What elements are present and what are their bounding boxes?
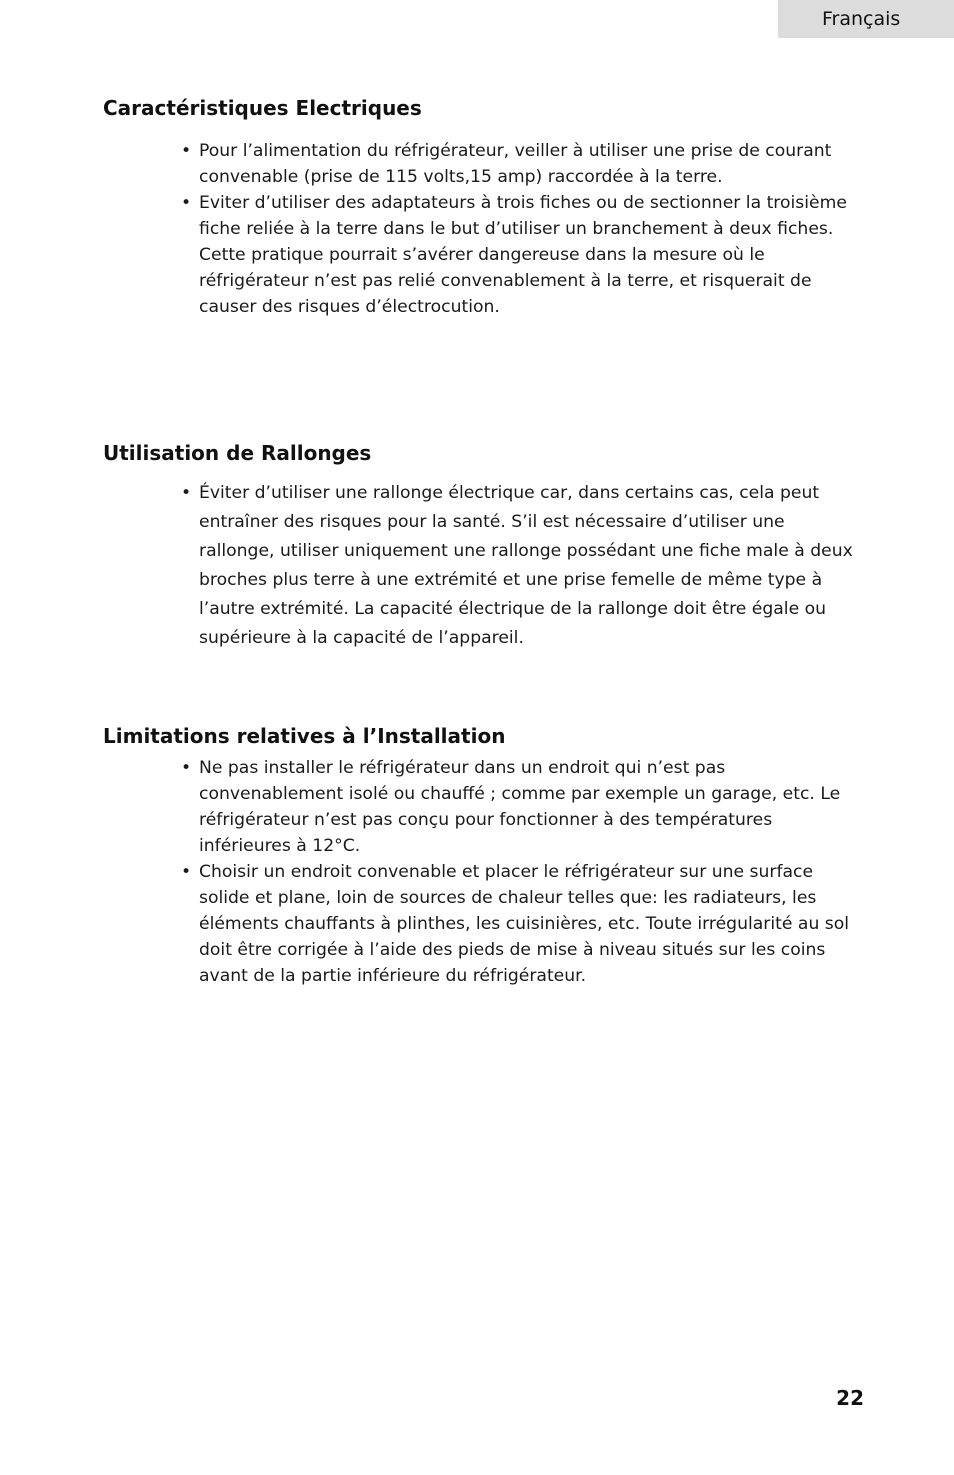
list-item-text: Pour l’alimentation du réfrigérateur, veiller à utiliser une prise de courant convenable (prise de 115 volts,15 amp) raccordée à la terre. <box>199 141 832 187</box>
section-extension-cords <box>103 441 863 653</box>
list-item <box>181 138 863 190</box>
section-title: Limitations relatives à l’Installation <box>103 724 506 748</box>
section-title: Caractéristiques Electriques <box>103 96 422 120</box>
list-item <box>181 755 863 859</box>
list-item-text: Eviter d’utiliser des adaptateurs à trois fiches ou de sectionner la troisième fiche reliée à la terre dans le but d’utiliser un branchement à deux fiches. Cette pratique pourrait s’avérer dangereuse dans la mesure où le réfrigérateur n’est pas relié convenablement à la terre, et risquerait de causer des risques d’électrocution. <box>199 193 847 317</box>
list-item <box>181 859 863 989</box>
bullet-icon: • <box>181 758 192 778</box>
section-title: Utilisation de Rallonges <box>103 441 372 465</box>
bullet-icon: • <box>181 862 192 882</box>
bullet-list <box>103 755 863 989</box>
language-label: Français <box>822 8 901 30</box>
bullet-icon: • <box>181 483 192 503</box>
list-item-text: Choisir un endroit convenable et placer le réfrigérateur sur une surface solide et plane, loin de sources de chaleur telles que: les radiateurs, les éléments chauffants à plinthes, les cuisinières, etc. Toute irrégularité au sol doit être corrigée à l’aide des pieds de mise à niveau situés sur les coins avant de la partie inférieure du réfrigérateur. <box>199 862 850 986</box>
page-number: 22 <box>836 1386 864 1410</box>
section-installation-limits <box>103 724 863 989</box>
bullet-list <box>103 138 863 320</box>
bullet-icon: • <box>181 141 192 161</box>
bullet-list <box>103 479 863 653</box>
section-electrical <box>103 96 863 320</box>
list-item <box>181 479 863 653</box>
list-item-text: Éviter d’utiliser une rallonge électrique car, dans certains cas, cela peut entraîner des risques pour la santé. S’il est nécessaire d’utiliser une rallonge, utiliser uniquement une rallonge possédant une fiche male à deux broches plus terre à une extrémité et une prise femelle de même type à l’autre extrémité. La capacité électrique de la rallonge doit être égale ou supérieure à la capacité de l’appareil. <box>199 483 853 648</box>
language-tab <box>778 0 954 38</box>
list-item-text: Ne pas installer le réfrigérateur dans un endroit qui n’est pas convenablement isolé ou chauffé ; comme par exemple un garage, etc. Le réfrigérateur n’est pas conçu pour fonctionner à des températures inférieures à 12°C. <box>199 758 841 856</box>
list-item <box>181 190 863 320</box>
bullet-icon: • <box>181 193 192 213</box>
